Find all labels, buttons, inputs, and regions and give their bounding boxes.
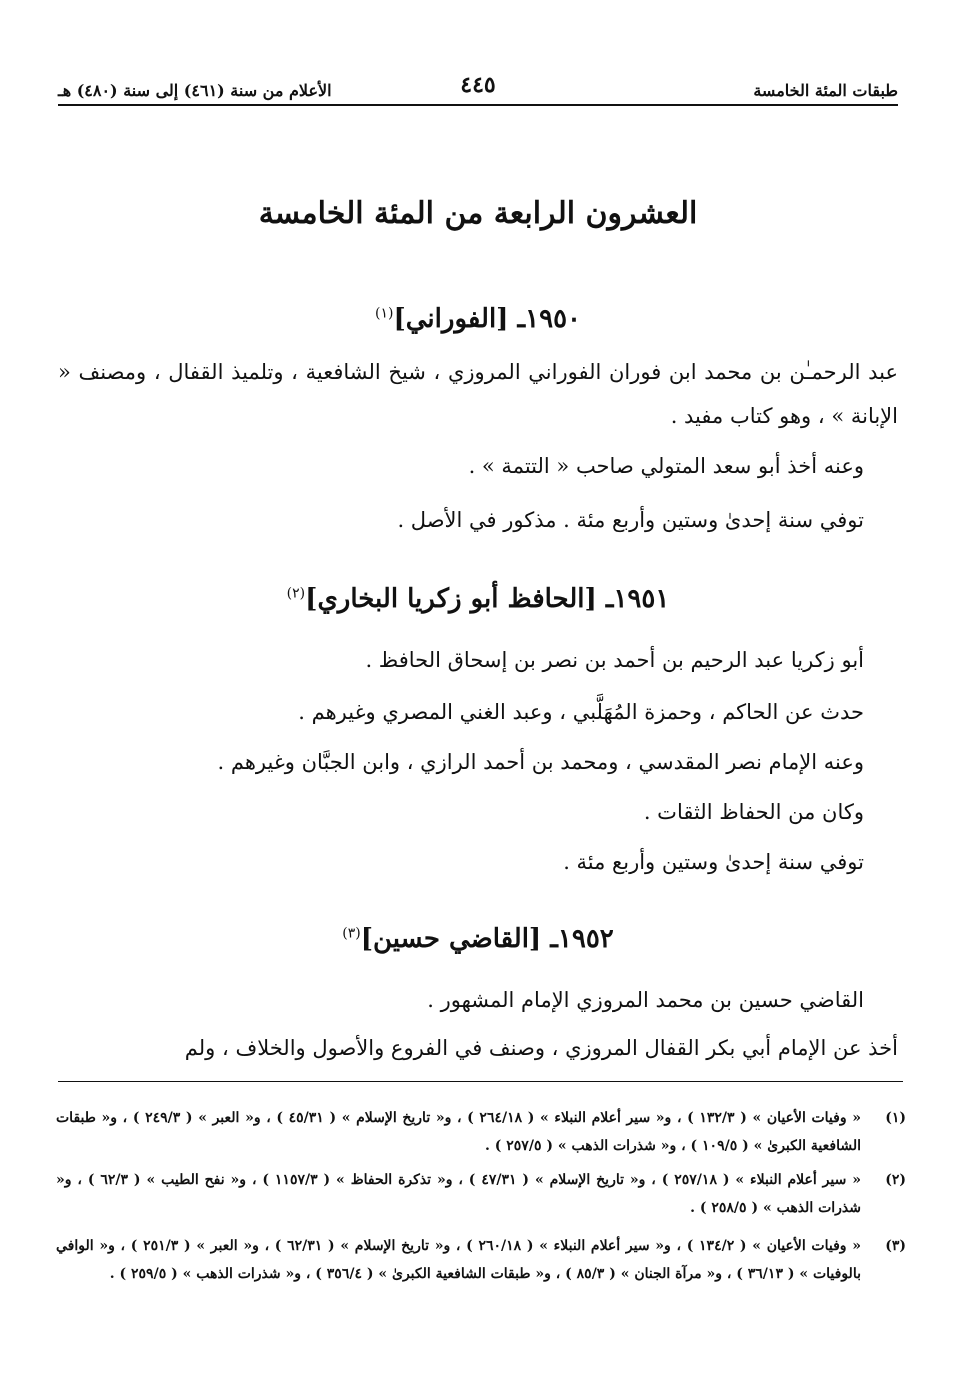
entry-paragraph: توفي سنة إحدىٰ وستين وأربع مئة . مذكور في الأصل . (397, 508, 864, 532)
running-head (58, 64, 898, 100)
header-rule (58, 104, 898, 106)
footnote-ref: (٢) (286, 585, 306, 602)
footnote-number: (٣) (885, 1238, 906, 1254)
footnote (56, 1104, 906, 1160)
entry-paragraph: وعنه الإمام نصر المقدسي ، ومحمد بن أحمد الرازي ، وابن الجبَّان وغيرهم . (217, 750, 864, 774)
entry-title-text: ١٩٥١ـ [الحافظ أبو زكريا البخاري] (305, 584, 670, 614)
entry-paragraph: وعنه أخذ أبو سعد المتولي صاحب « التتمة » . (468, 454, 864, 478)
footnote-rule (58, 1081, 903, 1082)
entry-paragraph: حدث عن الحاكم ، وحمزة المُهَلَّبي ، وعبد الغني المصري وغيرهم . (298, 700, 864, 724)
entry-paragraph: القاضي حسين بن محمد المروزي الإمام المشهور . (427, 988, 864, 1012)
running-head-right: طبقات المئة الخامسة (753, 81, 898, 100)
footnote-text: « وفيات الأعيان » ( ١٣٢/٣ ) ، و« سير أعلام النبلاء » ( ٢٦٤/١٨ ) ، و« تاريخ الإسلام » ( ٤٥/٣١ ) ، و« العبر » ( ٢٤٩/٣ ) ، و« طبقات الشافعية الكبرىٰ » ( ١٠٩/٥ ) ، و« شذرات الذهب » ( ٢٥٧/٥ ) . (56, 1110, 861, 1154)
entry-paragraph: عبد الرحمـٰن بن محمد ابن فوران الفوراني المروزي ، شيخ الشافعية ، وتلميذ القفال ، ومصنف « الإبانة » ، وهو كتاب مفيد . (58, 360, 898, 428)
entry-paragraph: توفي سنة إحدىٰ وستين وأربع مئة . (563, 850, 864, 874)
footnote-number: (١) (885, 1110, 906, 1126)
entry-paragraph: أخذ عن الإمام أبي بكر القفال المروزي ، وصنف في الفروع والأصول والخلاف ، ولم (184, 1036, 898, 1060)
entry-title-1950 (0, 304, 956, 334)
footnote-text: « سير أعلام النبلاء » ( ٢٥٧/١٨ ) ، و« تاريخ الإسلام » ( ٤٧/٣١ ) ، و« تذكرة الحفاظ » ( ١١٥٧/٣ ) ، و« نفح الطيب » ( ٦٢/٣ ) ، و« شذرات الذهب » ( ٢٥٨/٥ ) . (56, 1172, 861, 1216)
section-title: العشرون الرابعة من المئة الخامسة (258, 196, 698, 231)
entry-paragraph: أبو زكريا عبد الرحيم بن أحمد بن نصر بن إسحاق الحافظ . (365, 648, 864, 672)
running-head-left: الأعلام من سنة (٤٦١) إلى سنة (٤٨٠) هـ (58, 81, 332, 100)
footnote-ref: (١) (374, 305, 394, 322)
entry-title-text: ١٩٥٠ـ [الفوراني] (393, 304, 582, 334)
footnote-text: « وفيات الأعيان » ( ١٣٤/٢ ) ، و« سير أعلام النبلاء » ( ٢٦٠/١٨ ) ، و« تاريخ الإسلام » ( ٦٢/٣١ ) ، و« العبر » ( ٢٥١/٣ ) ، و« الوافي بالوفيات » ( ٣٦/١٣ ) ، و« مرآة الجنان » ( ٨٥/٣ ) ، و« طبقات الشافعية الكبرىٰ » ( ٣٥٦/٤ ) ، و« شذرات الذهب » ( ٢٥٩/٥ ) . (56, 1238, 861, 1282)
footnote-number: (٢) (885, 1172, 906, 1188)
footnote-ref: (٣) (342, 925, 361, 942)
footnote (56, 1166, 906, 1222)
page-number: ٤٤٥ (460, 72, 496, 98)
entry-title-text: ١٩٥٢ـ [القاضي حسين] (360, 924, 614, 954)
entry-title-1951 (0, 584, 956, 614)
entry-paragraph: وكان من الحفاظ الثقات . (643, 800, 864, 824)
entry-title-1952 (0, 924, 956, 954)
footnote (56, 1232, 906, 1288)
